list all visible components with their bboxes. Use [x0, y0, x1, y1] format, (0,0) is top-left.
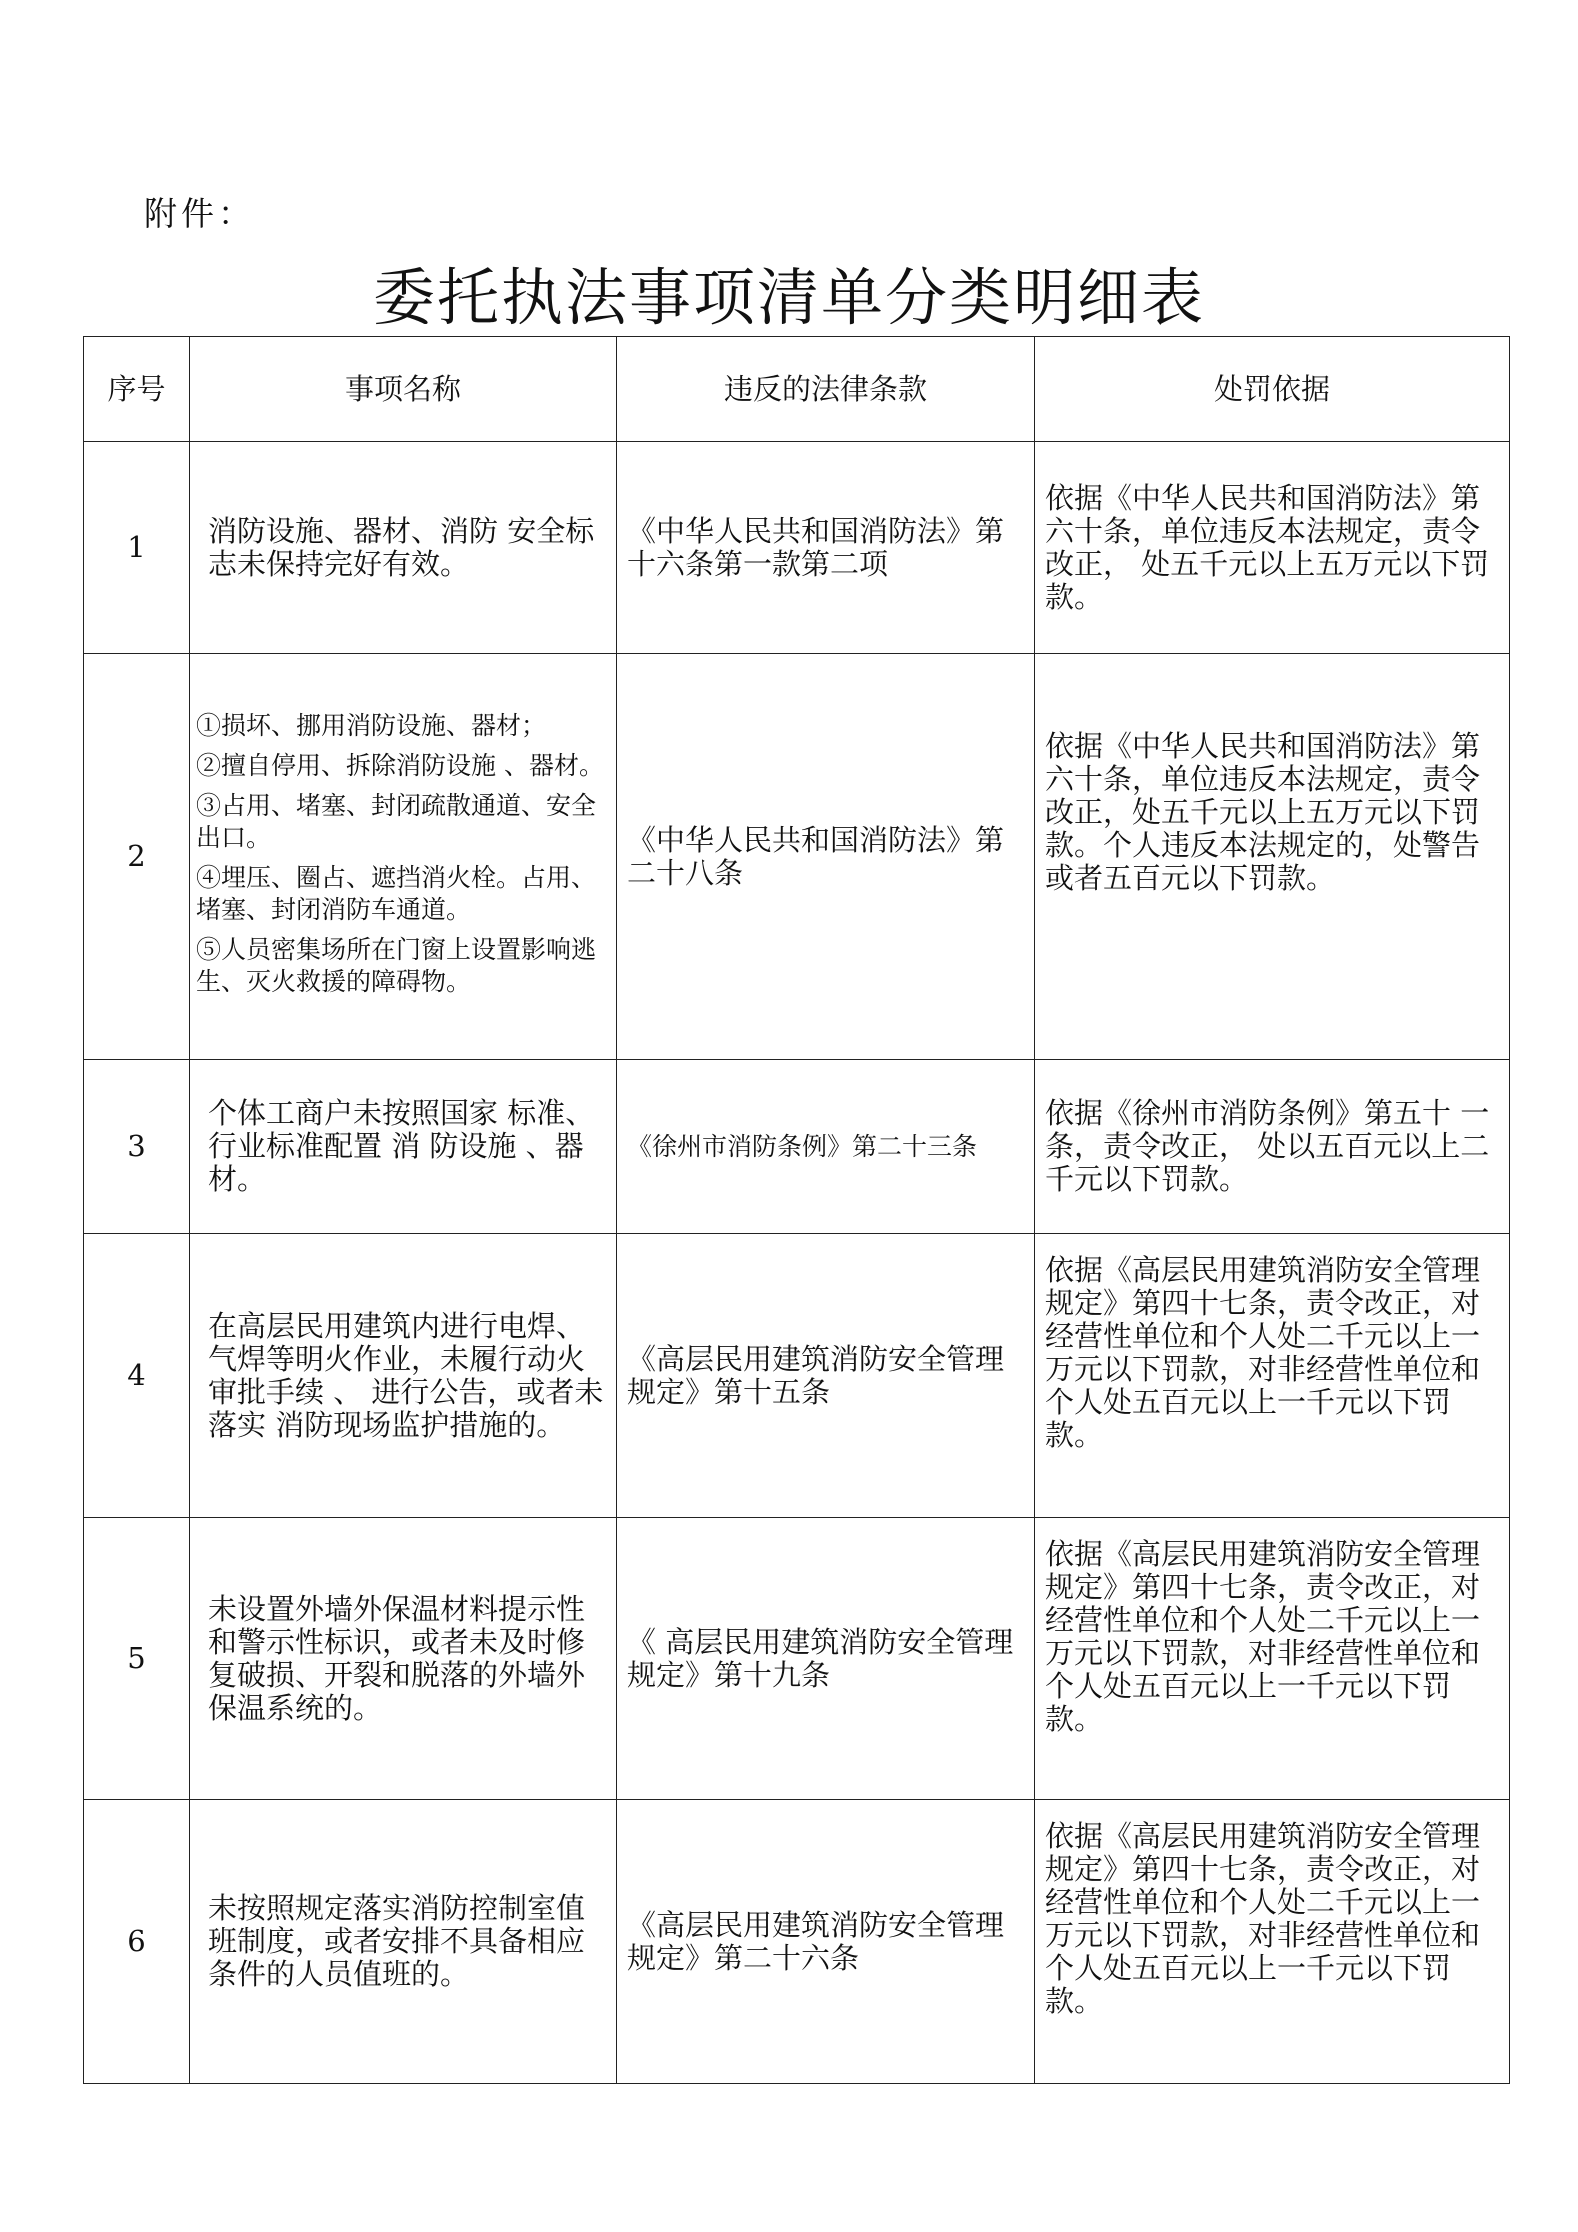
- row-num: 6: [84, 1800, 190, 2084]
- row-basis: 依据《高层民用建筑消防安全管理 规定》第四十七条，责令改正，对 经营性单位和个人处二千元以上一万元以下罚款，对非经营性单位和个人处五百元以上一千元以下罚款。: [1035, 1800, 1510, 2084]
- row-item-name: 未设置外墙外保温材料提示性和警示性标识，或者未及时修复破损、开裂和脱落的外墙外保温系统的。: [190, 1518, 617, 1800]
- row-law: 《 高层民用建筑消防安全管理规定》第十九条: [617, 1518, 1035, 1800]
- row-law: 《徐州市消防条例》第二十三条: [617, 1060, 1035, 1234]
- row-item-name: 未按照规定落实消防控制室值班制度，或者安排不具备相应条件的人员值班的。: [190, 1800, 617, 2084]
- header-num: 序号: [84, 337, 190, 442]
- row-law: 《中华人民共和国消防法》第十六条第一款第二项: [617, 442, 1035, 654]
- table-header-row: [84, 337, 1510, 442]
- page-title: 委托执法事项清单分类明细表: [372, 261, 1205, 334]
- row-item-name: 在高层民用建筑内进行电焊、气焊等明火作业，未履行动火审批手续 、 进行公告，或者未落实 消防现场监护措施的。: [190, 1234, 617, 1518]
- table-row: [84, 1234, 1510, 1518]
- row-basis: 依据《中华人民共和国消防法》第六十条，单位违反本法规定，责令改正， 处五千元以上五万元以下罚款。: [1035, 442, 1510, 654]
- attachment-label: 附件：: [144, 194, 255, 233]
- row-num: 3: [84, 1060, 190, 1234]
- header-penalty-basis: 处罚依据: [1035, 337, 1510, 442]
- row-law: 《高层民用建筑消防安全管理规定》第十五条: [617, 1234, 1035, 1518]
- row-item-name-list: [190, 654, 617, 1060]
- row-item-name: 个体工商户未按照国家 标准、行业标准配置 消 防设施 、器材。: [190, 1060, 617, 1234]
- header-law-clause: 违反的法律条款: [617, 337, 1035, 442]
- list-item: ①损坏、挪用消防设施、器材；: [196, 710, 547, 740]
- row-law: 《高层民用建筑消防安全管理规定》第二十六条: [617, 1800, 1035, 2084]
- table-row: [84, 654, 1510, 1060]
- row-item-name: 消防设施、器材、消防 安全标志未保持完好有效。: [190, 442, 617, 654]
- enforcement-items-table: [83, 336, 1510, 2084]
- table-row: [84, 1060, 1510, 1234]
- table-row: [84, 1800, 1510, 2084]
- row-basis: 依据《中华人民共和国消防法》第六十条，单位违反本法规定，责令改正，处五千元以上五万元以下罚款。个人违反本法规定的，处警告或者五百元以下罚款。: [1035, 654, 1510, 1060]
- list-item: ⑤人员密集场所在门窗上设置影响逃生、灭火救援的障碍物。: [196, 934, 597, 996]
- row-basis: 依据《徐州市消防条例》第五十 一条，责令改正， 处以五百元以上二千元以下罚款。: [1035, 1060, 1510, 1234]
- row-law: 《中华人民共和国消防法》第二十八条: [617, 654, 1035, 1060]
- row-basis: 依据《高层民用建筑消防安全管理 规定》第四十七条，责令改正，对 经营性单位和个人处二千元以上一万元以下罚款，对非经营性单位和个人处五百元以上一千元以下罚款。: [1035, 1518, 1510, 1800]
- list-item: ③占用、堵塞、封闭疏散通道、安全出口。: [196, 790, 597, 852]
- row-num: 5: [84, 1518, 190, 1800]
- table-row: [84, 1518, 1510, 1800]
- list-item: ④埋压、圈占、遮挡消火栓。占用、堵塞、封闭消防车通道。: [196, 862, 597, 924]
- list-item: ②擅自停用、拆除消防设施 、器材。: [196, 750, 604, 780]
- row-num: 1: [84, 442, 190, 654]
- header-item-name: 事项名称: [190, 337, 617, 442]
- row-num: 2: [84, 654, 190, 1060]
- table-row: [84, 442, 1510, 654]
- row-num: 4: [84, 1234, 190, 1518]
- row-basis: 依据《高层民用建筑消防安全管理 规定》第四十七条，责令改正，对 经营性单位和个人处二千元以上一万元以下罚款，对非经营性单位和个人处五百元以上一千元以下罚款。: [1035, 1234, 1510, 1518]
